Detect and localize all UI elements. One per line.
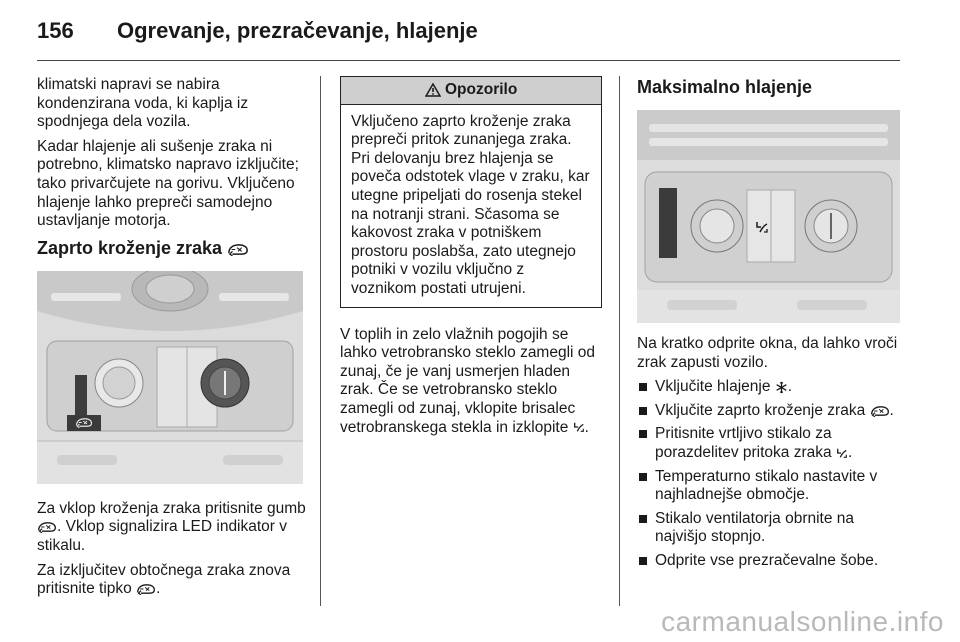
paragraph-condensation: klimatski napravi se nabira kondenzirana voda, ki kaplja iz spodnjega dela vozila. <box>37 76 249 131</box>
control-panel-photo-recirculation <box>37 271 309 484</box>
heading-recirculation <box>37 237 309 259</box>
paragraph-max-cooling-intro: Na kratko odprite okna, da lahko vroči zrak zapusti vozilo. <box>637 335 898 371</box>
paragraph-recirc-off-b: . <box>156 580 161 598</box>
list-item-text: Stikalo ventilatorja obrnite na najvišjo stopnjo. <box>655 509 855 546</box>
column-right <box>637 76 905 576</box>
warning-title <box>341 77 601 105</box>
list-item-text: Vključite zaprto kroženje zraka <box>655 401 866 419</box>
recirculation-icon <box>870 405 890 417</box>
column-left <box>37 76 309 605</box>
list-item-text: Vključite hlajenje <box>655 378 771 396</box>
chapter-title: Ogrevanje, prezračevanje, hlajenje <box>117 18 478 43</box>
heading-max-cooling: Maksimalno hlajenje <box>637 77 813 97</box>
paragraph-ac-off: Kadar hlajenje ali sušenje zraka ni potrebno, klimatsko napravo izključite; tako privarčujete na gorivu. Vključeno hlajenje lahko prepreči samodejno ustavljanje motorja. <box>37 137 299 230</box>
list-item-text: Pritisnite vrtljivo stikalo za porazdelitev pritoka zraka <box>655 425 832 461</box>
list-item <box>637 378 905 397</box>
list-item <box>637 468 905 505</box>
list-item <box>637 402 905 421</box>
paragraph-recirc-off <box>37 562 309 599</box>
recirculation-icon <box>136 583 156 595</box>
warning-box <box>340 76 602 308</box>
column-middle <box>340 76 602 443</box>
bullet-marker <box>639 473 647 481</box>
air-distribution-icon <box>836 447 848 459</box>
bullet-marker <box>639 407 647 415</box>
bullet-marker <box>639 383 647 391</box>
column-divider-right <box>619 76 620 606</box>
paragraph-recirc-on <box>37 500 309 556</box>
paragraph-windscreen-fog <box>340 326 602 438</box>
warning-title-text: Opozorilo <box>444 81 518 98</box>
column-divider-left <box>320 76 321 606</box>
list-item <box>637 510 905 547</box>
list-item-end: . <box>889 401 894 419</box>
list-item <box>637 425 905 462</box>
bullet-marker <box>639 515 647 523</box>
bullet-marker <box>639 430 647 438</box>
warning-body: Vključeno zaprto kroženje zraka prepreči pritok zunanjega zraka. Pri delovanju brez hlajenja se poveča odstotek vlage v zraku, kar utegne pripeljati do rosenja stekel na notranji strani. Sčasoma se kakovost zraka v potniškem prostoru poslabša, zato utegnejo potniki v vozilu vključno z voznikom postati utrujeni. <box>351 112 590 297</box>
paragraph-windscreen-fog-b: . <box>584 418 589 436</box>
list-item-text: Temperaturno stikalo nastavite v najhladnejše območje. <box>655 467 878 504</box>
control-panel-photo-max-cooling <box>637 110 905 323</box>
list-item-end: . <box>787 378 793 396</box>
snowflake-icon <box>775 381 788 394</box>
heading-recirculation-text: Zaprto kroženje zraka <box>37 237 223 258</box>
list-item <box>637 552 905 571</box>
warning-triangle-icon <box>425 83 441 97</box>
recirculation-icon <box>37 521 57 533</box>
paragraph-windscreen-fog-a: V toplih in zelo vlažnih pogojih se lahko vetrobransko steklo zamegli od zunaj, če je vanj usmerjen hladen zrak. Če se vetrobransko steklo zamegli od zunaj, vklopite brisalec vetrobranskega stekla in izklopite <box>340 325 596 436</box>
max-cooling-steps <box>637 378 905 570</box>
paragraph-recirc-on-a: Za vklop kroženja zraka pritisnite gumb <box>37 499 306 517</box>
air-distribution-icon <box>573 421 585 433</box>
page-number: 156 <box>37 18 74 43</box>
paragraph-recirc-on-b: . Vklop signalizira LED indikator v stikalu. <box>37 518 288 554</box>
list-item-end: . <box>847 443 853 461</box>
header-rule <box>37 60 900 61</box>
recirculation-icon <box>227 243 249 256</box>
watermark: carmanualsonline.info <box>661 606 944 637</box>
paragraph-recirc-off-a: Za izključitev obtočnega zraka znova pritisnite tipko <box>37 561 291 598</box>
list-item-text: Odprite vse prezračevalne šobe. <box>655 551 879 569</box>
bullet-marker <box>639 557 647 565</box>
